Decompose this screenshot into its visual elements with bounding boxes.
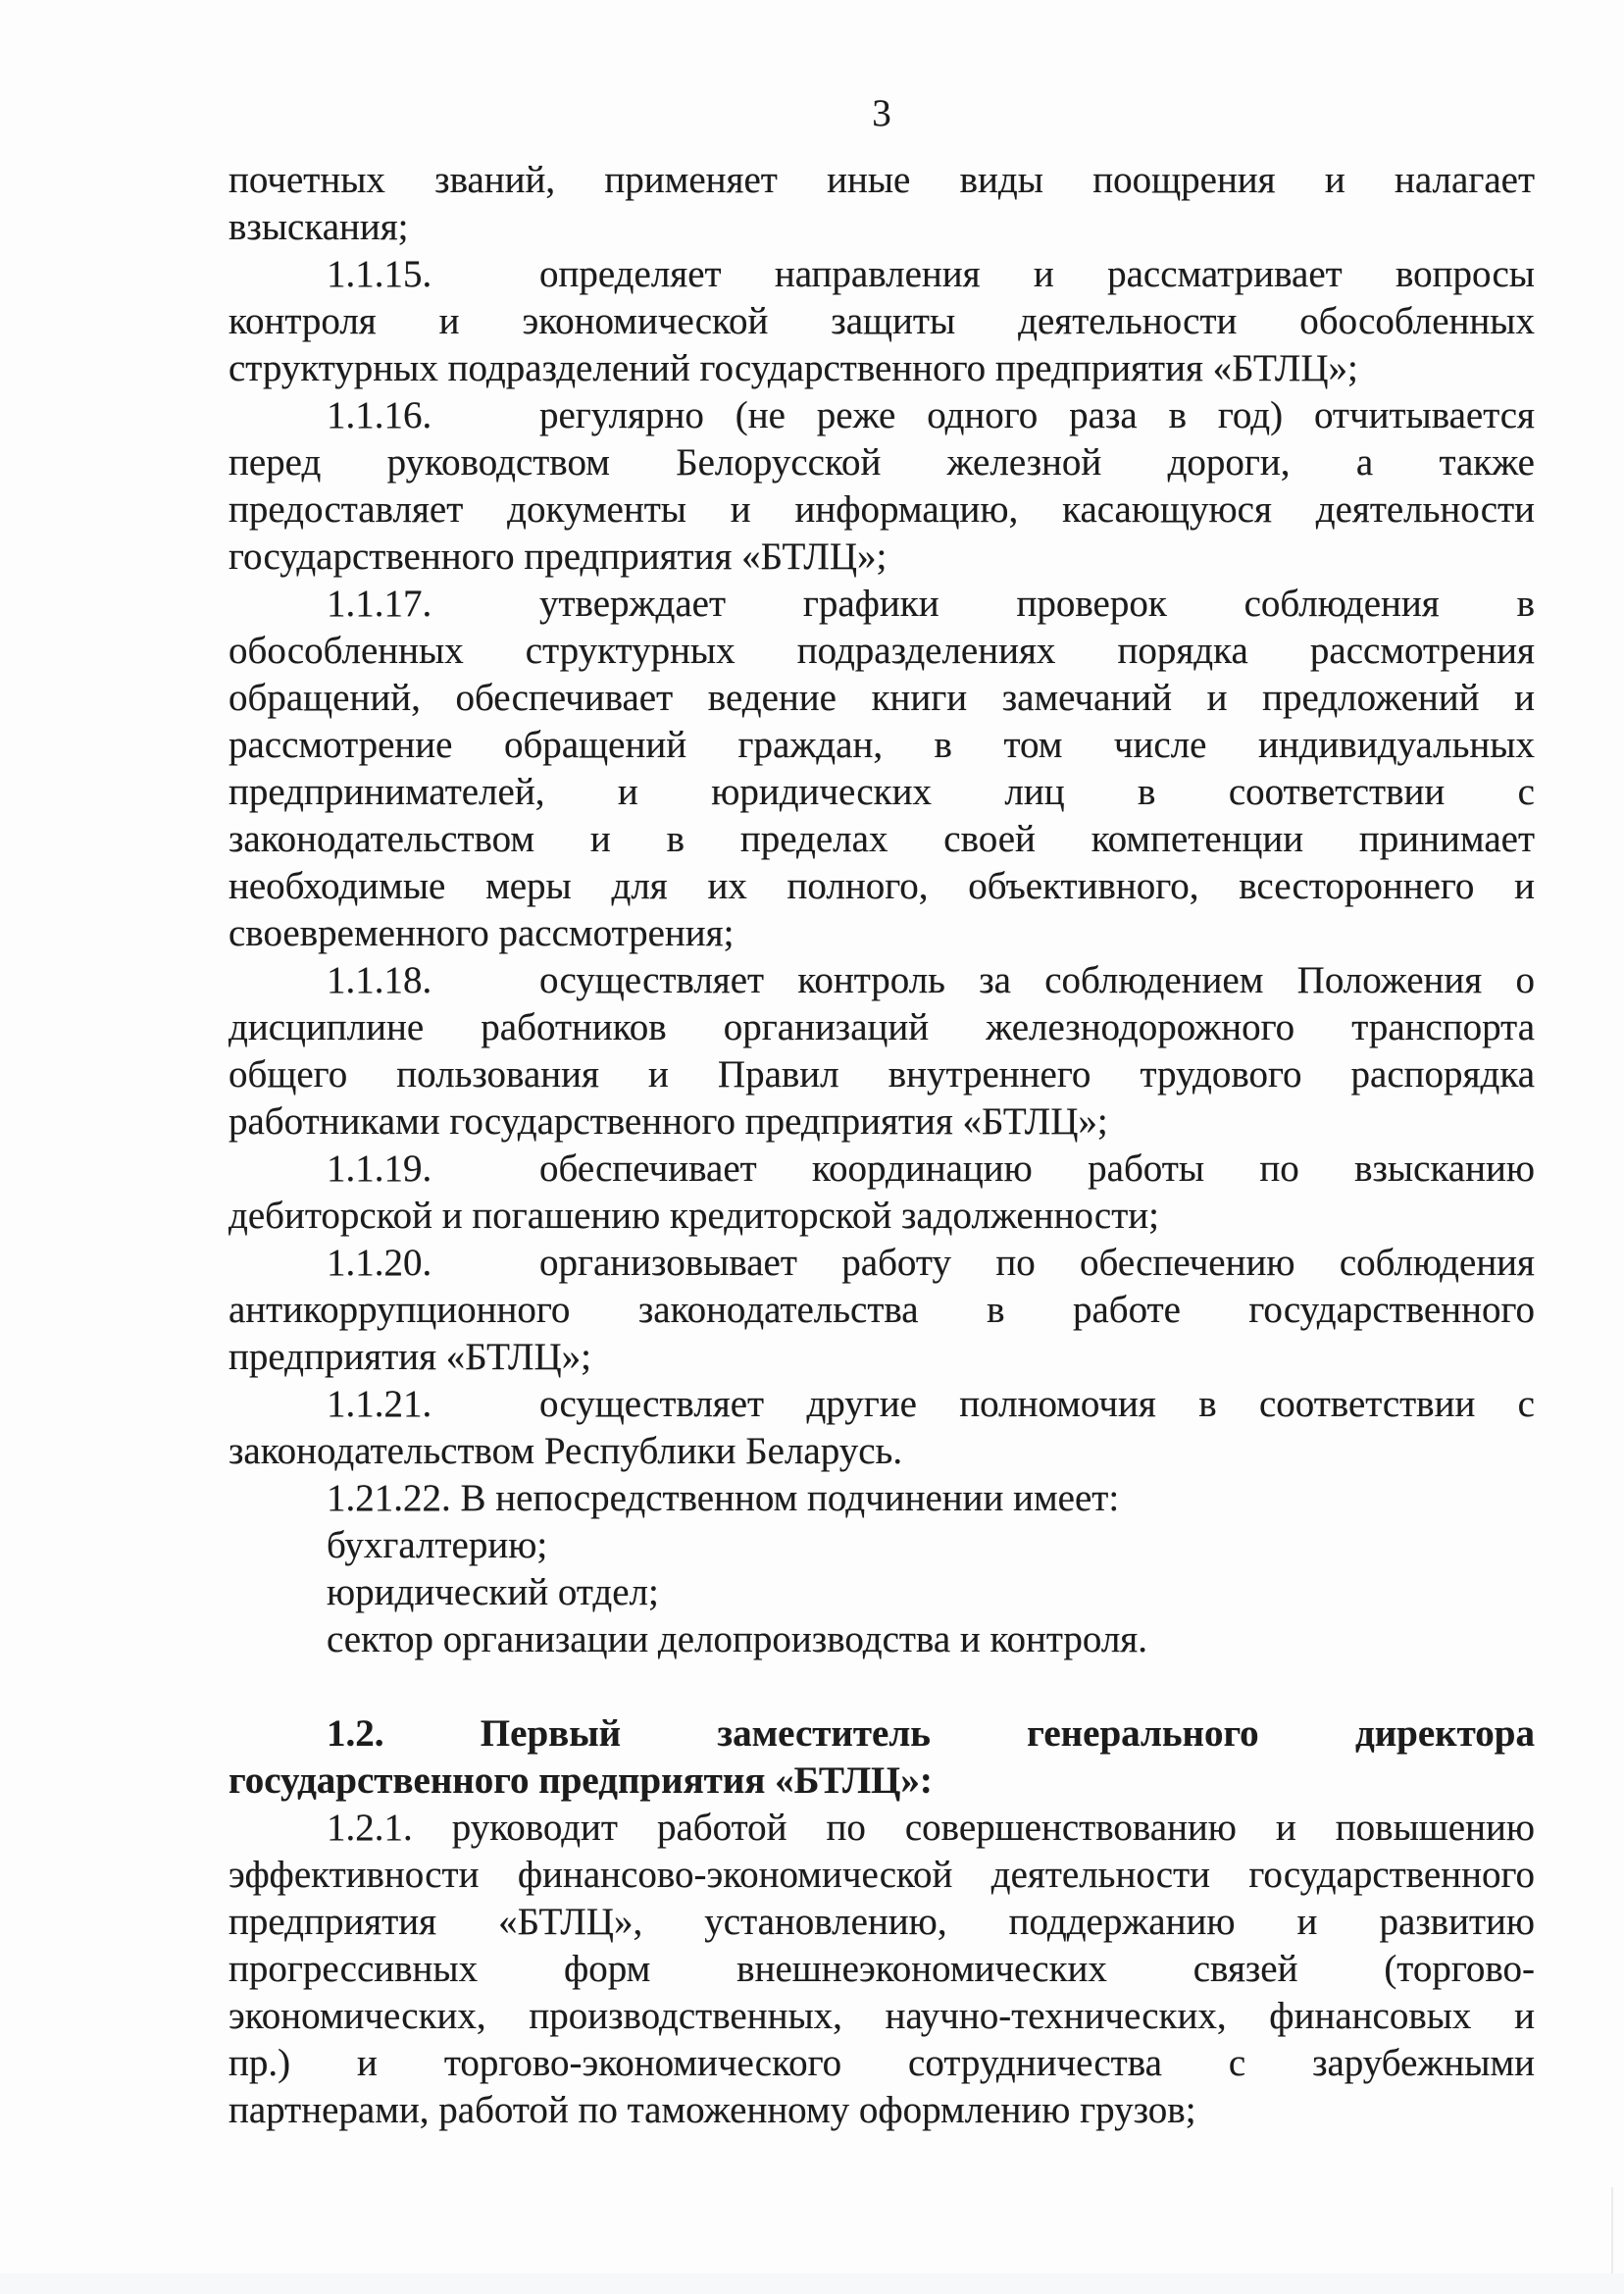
heading-line: государственного предприятия «БТЛЦ»: [228,1759,933,1802]
heading-line: 1.2. Первый заместитель генерального директора [327,1712,1535,1755]
text-line: бухгалтерию; [327,1524,548,1566]
text-line: дисциплине работников организаций железнодорожного транспорта [228,1006,1535,1048]
text-line: рассмотрение обращений граждан, в том числе индивидуальных [228,724,1535,766]
item-number: 1.1.18. [327,959,432,1001]
text-line: пр.) и торгово-экономического сотрудничества с зарубежными [228,2042,1535,2084]
text-column [228,90,1535,2134]
text-line: государственного предприятия «БТЛЦ»; [228,535,888,578]
text-line: предпринимателей, и юридических лиц в соответствии с [228,771,1535,813]
text-line: структурных подразделений государственного предприятия «БТЛЦ»; [228,347,1358,389]
item-number: 1.1.17. [327,583,432,625]
text-line: своевременного рассмотрения; [228,912,735,954]
text-line: контроля и экономической защиты деятельности обособленных [228,300,1535,342]
text-line: 1.1.18. осуществляет контроль за соблюдением Положения о [228,957,1535,1004]
text-line: 1.1.15. определяет направления и рассматривает вопросы [228,251,1535,298]
text-line: сектор организации делопроизводства и контроля. [327,1618,1147,1660]
text-line: обособленных структурных подразделениях порядка рассмотрения [228,630,1535,672]
text-line: эффективности финансово-экономической деятельности государственного [228,1854,1535,1896]
text-line: прогрессивных форм внешнеэкономических связей (торгово- [228,1948,1535,1990]
text-line: предприятия «БТЛЦ»; [228,1336,592,1378]
text-line: почетных званий, применяет иные виды поощрения и налагает [228,159,1535,201]
text-line: обращений, обеспечивает ведение книги замечаний и предложений и [228,677,1535,719]
document-body [228,157,1535,2134]
text-line: 1.21.22. В непосредственном подчинении имеет: [327,1477,1120,1519]
item-number: 1.1.20. [327,1242,432,1284]
item-number: 1.1.21. [327,1383,432,1425]
text-line: общего пользования и Правил внутреннего трудового распорядка [228,1053,1535,1096]
text-line: законодательством Республики Беларусь. [228,1430,903,1472]
text-line: работниками государственного предприятия «БТЛЦ»; [228,1100,1108,1143]
text-line: необходимые меры для их полного, объективного, всестороннего и [228,865,1535,907]
text-line: предоставляет документы и информацию, касающуюся деятельности [228,488,1535,531]
item-number: 1.1.16. [327,394,432,436]
text-line: дебиторской и погашению кредиторской задолженности; [228,1195,1159,1237]
text-line: предприятия «БТЛЦ», установлению, поддержанию и развитию [228,1901,1535,1943]
item-number: 1.1.19. [327,1147,432,1190]
text-line: 1.1.17. утверждает графики проверок соблюдения в [228,581,1535,628]
text-line: 1.1.19. обеспечивает координацию работы по взысканию [228,1146,1535,1193]
text-line: законодательством и в пределах своей компетенции принимает [228,818,1535,860]
text-line: 1.1.21. осуществляет другие полномочия в соответствии с [228,1381,1535,1428]
text-line: перед руководством Белорусской железной дороги, а также [228,441,1535,484]
item-number: 1.1.15. [327,253,432,295]
scan-bottom-band [0,2273,1624,2294]
text-line: 1.1.20. организовывает работу по обеспечению соблюдения [228,1240,1535,1287]
text-line: экономических, производственных, научно-технических, финансовых и [228,1995,1535,2037]
text-line: 1.1.16. регулярно (не реже одного раза в год) отчитывается [228,392,1535,439]
page-number: 3 [872,92,891,134]
text-line: взыскания; [228,206,409,248]
text-line: 1.2.1. руководит работой по совершенствованию и повышению [327,1807,1535,1849]
text-line: партнерами, работой по таможенному оформлению грузов; [228,2089,1196,2131]
text-line: антикоррупционного законодательства в работе государственного [228,1289,1535,1331]
text-line: юридический отдел; [327,1571,659,1613]
